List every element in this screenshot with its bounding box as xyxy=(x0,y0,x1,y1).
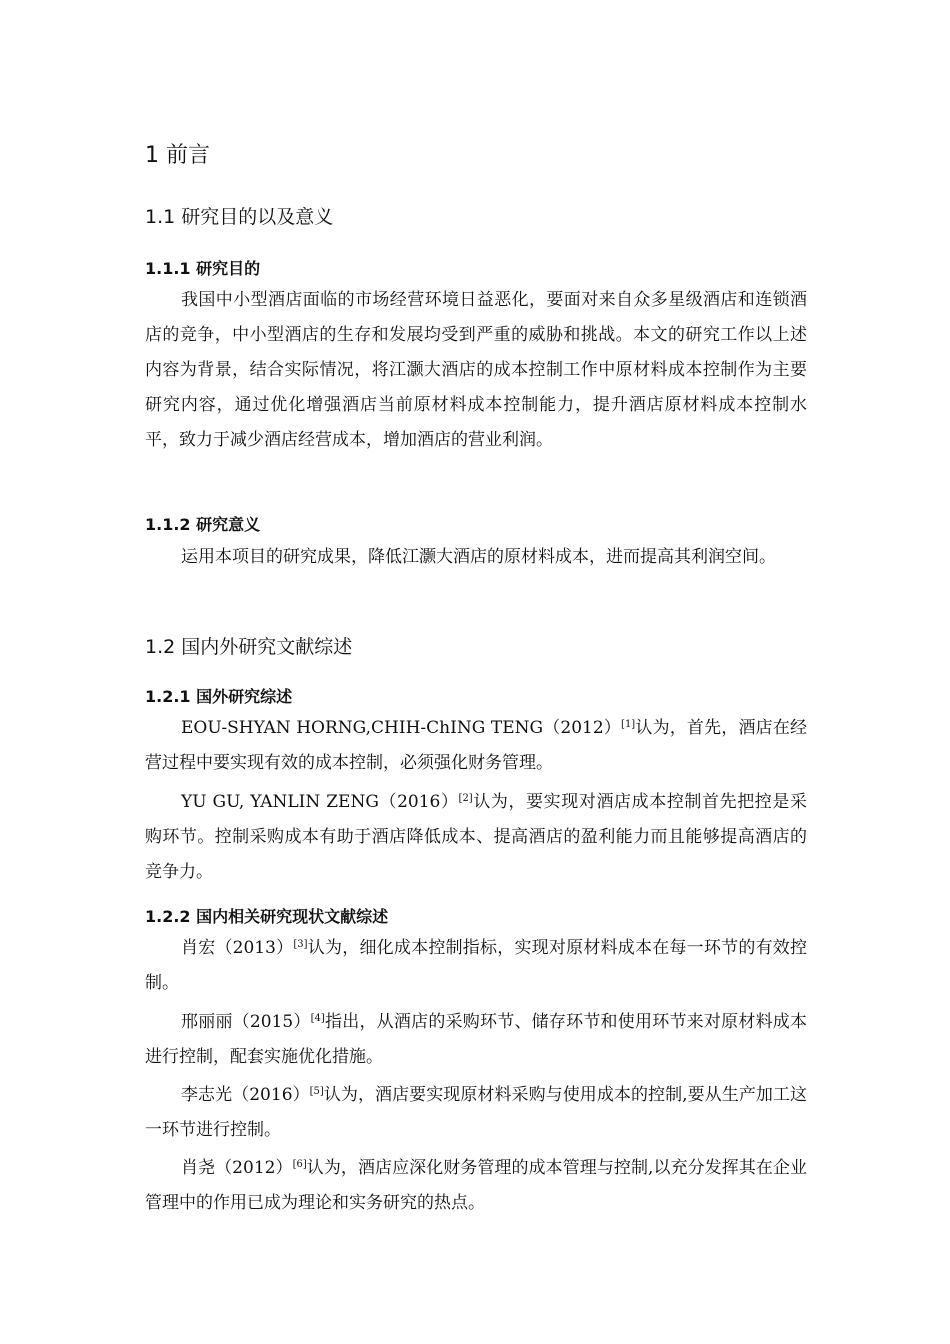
ref-text: 认为，酒店要实现原材料采购与使用成本的控制,要从生产加工这一环节进行控制。 xyxy=(145,1085,808,1140)
ref-author: 邢丽丽（2015） xyxy=(181,1012,311,1032)
ref-author: YU GU, YANLIN ZENG（2016） xyxy=(181,792,459,812)
section-heading-1-2: 1.2 国内外研究文献综述 xyxy=(145,636,353,658)
citation-marker: [5] xyxy=(309,1086,324,1097)
ref-text: 认为，细化成本控制指标，实现对原材料成本在每一环节的有效控制。 xyxy=(145,938,808,993)
paragraph-research-purpose: 我国中小型酒店面临的市场经营环境日益恶化，要面对来自众多星级酒店和连锁酒店的竞争，中小型酒店的生存和发展均受到严重的威胁和挑战。本文的研究工作以上述内容为背景，结合实际情况，将江灏大酒店的成本控制工作中原材料成本控制作为主要研究内容，通过优化增强酒店当前原材料成本控制能力，提升酒店原材料成本控制水平，致力于减少酒店经营成本，增加酒店的营业利润。 xyxy=(145,290,807,450)
paragraph-research-significance: 运用本项目的研究成果，降低江灏大酒店的原材料成本，进而提高其利润空间。 xyxy=(181,547,776,567)
citation-marker: [6] xyxy=(292,1159,307,1170)
citation-marker: [1] xyxy=(621,719,636,730)
ref-text: 指出，从酒店的采购环节、储存环节和使用环节来对原材料成本进行控制，配套实施优化措施。 xyxy=(145,1012,808,1067)
citation-marker: [2] xyxy=(458,793,473,804)
ref-author: 肖宏（2013） xyxy=(181,938,294,958)
subsection-heading-1-1-2: 1.1.2 研究意义 xyxy=(145,515,261,534)
section-heading-1-1: 1.1 研究目的以及意义 xyxy=(145,206,334,228)
subsection-heading-1-2-1: 1.2.1 国外研究综述 xyxy=(145,687,293,706)
paragraph-domestic-ref-2 xyxy=(145,1005,807,1075)
subsection-heading-1-1-1: 1.1.1 研究目的 xyxy=(145,259,261,278)
paragraph-domestic-ref-1 xyxy=(145,931,807,1001)
paragraph-foreign-ref-1 xyxy=(145,711,807,781)
paragraph-domestic-ref-3 xyxy=(145,1078,807,1148)
paragraph-domestic-ref-4 xyxy=(145,1151,807,1221)
ref-author: EOU-SHYAN HORNG,CHIH-ChING TENG（2012） xyxy=(181,718,622,738)
ref-text: 认为，首先，酒店在经营过程中要实现有效的成本控制，必须强化财务管理。 xyxy=(145,718,807,773)
ref-author: 李志光（2016） xyxy=(181,1085,310,1105)
chapter-heading: 1 前言 xyxy=(145,143,210,168)
ref-author: 肖尧（2012） xyxy=(181,1158,293,1178)
paragraph-foreign-ref-2 xyxy=(145,785,807,890)
ref-text: 认为，要实现对酒店成本控制首先把控是采购环节。控制采购成本有助于酒店降低成本、提高酒店的盈利能力而且能够提高酒店的竞争力。 xyxy=(145,792,807,882)
citation-marker: [4] xyxy=(310,1013,325,1024)
subsection-heading-1-2-2: 1.2.2 国内相关研究现状文献综述 xyxy=(145,907,389,926)
citation-marker: [3] xyxy=(293,939,308,950)
ref-text: 认为，酒店应深化财务管理的成本管理与控制,以充分发挥其在企业管理中的作用已成为理论和实务研究的热点。 xyxy=(145,1158,808,1213)
